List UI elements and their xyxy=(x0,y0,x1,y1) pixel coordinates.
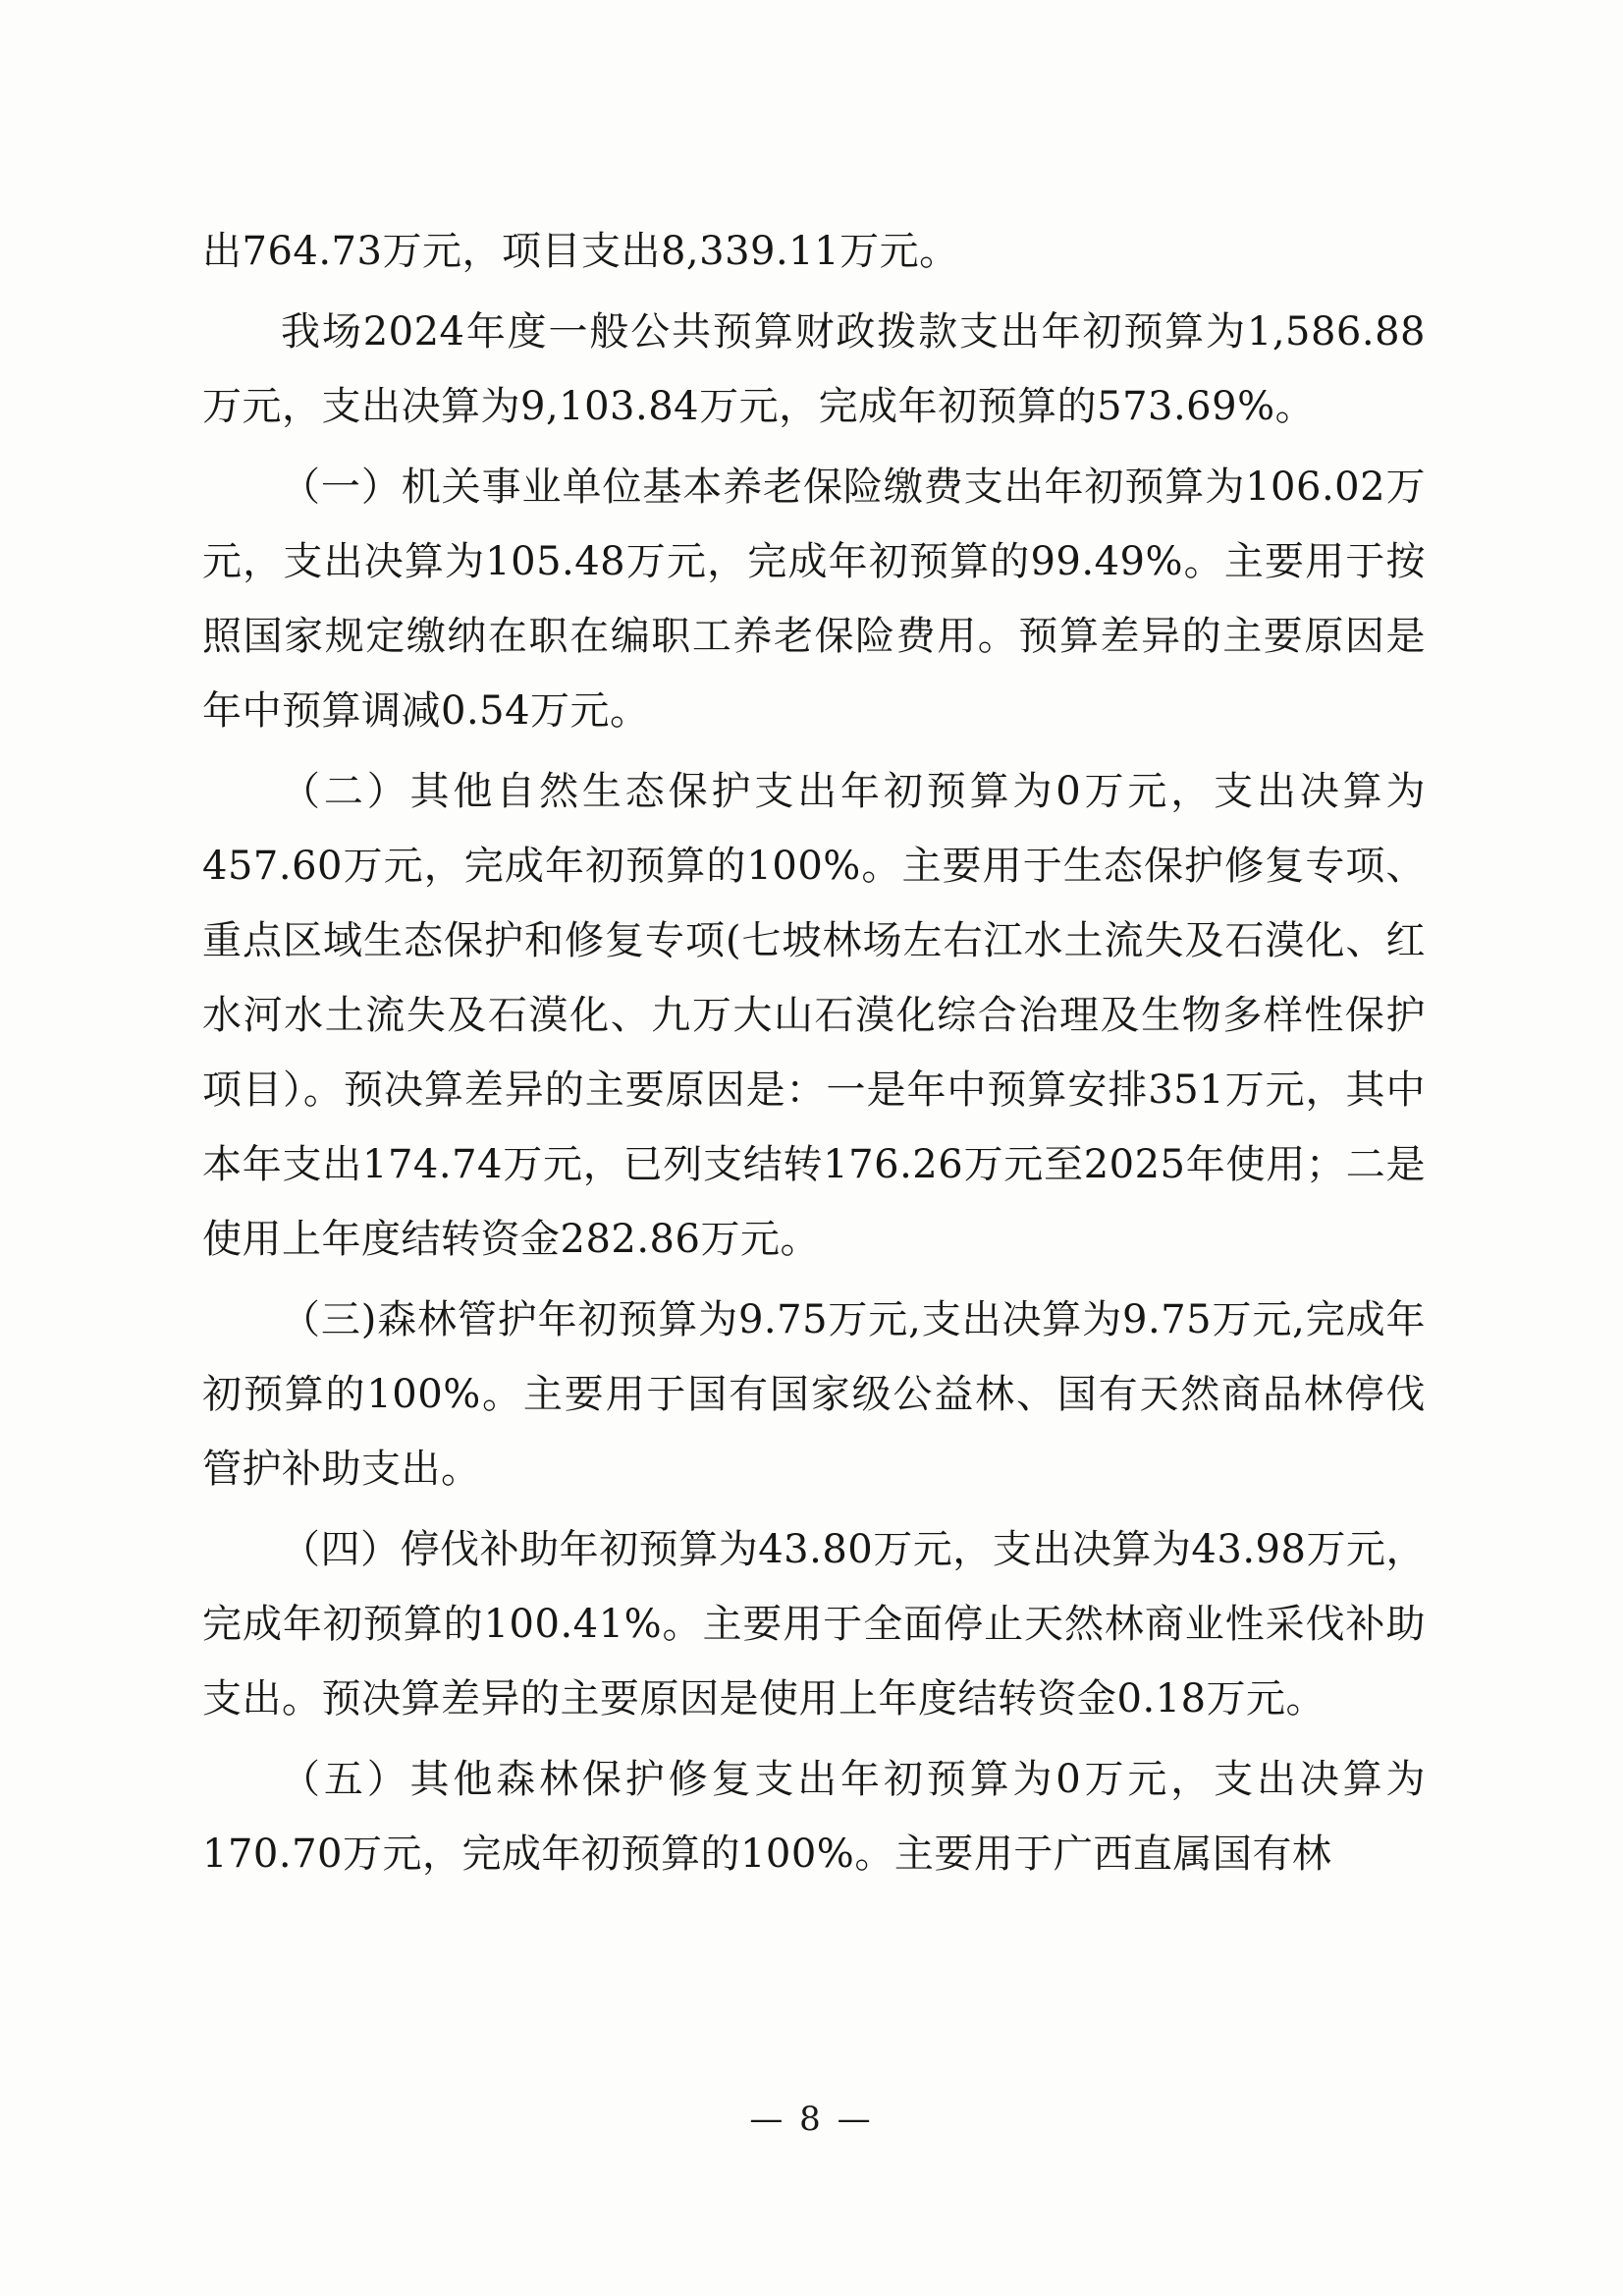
paragraph-item-4-logging-suspension-subsidy: （四）停伐补助年初预算为43.80万元，支出决算为43.98万元，完成年初预算的100.41%。主要用于全面停止天然林商业性采伐补助支出。预决算差异的主要原因是使用上年度结转资金0.18万元。 xyxy=(202,1527,1426,1722)
paragraph-general-public-budget: 我场2024年度一般公共预算财政拨款支出年初预算为1,586.88万元，支出决算为9,103.84万元，完成年初预算的573.69%。 xyxy=(202,309,1426,429)
paragraph-item-5-other-forest-protection: （五）其他森林保护修复支出年初预算为0万元，支出决算为170.70万元，完成年初预算的100%。主要用于广西直属国有林 xyxy=(202,1757,1426,1877)
paragraph-item-3-forest-management: （三)森林管护年初预算为9.75万元,支出决算为9.75万元,完成年初预算的100%。主要用于国有国家级公益林、国有天然商品林停伐管护补助支出。 xyxy=(202,1297,1426,1492)
page-number: — 8 — xyxy=(749,2100,874,2139)
paragraph-continued-expenditure: 出764.73万元，项目支出8,339.11万元。 xyxy=(202,229,959,274)
page-body xyxy=(202,214,1426,1897)
paragraph-item-1-pension-insurance: （一）机关事业单位基本养老保险缴费支出年初预算为106.02万元，支出决算为105.48万元，完成年初预算的99.49%。主要用于按照国家规定缴纳在职在编职工养老保险费用。预算差异的主要原因是年中预算调减0.54万元。 xyxy=(202,465,1426,734)
paragraph-item-2-other-ecological-protection: （二）其他自然生态保护支出年初预算为0万元，支出决算为457.60万元，完成年初预算的100%。主要用于生态保护修复专项、重点区域生态保护和修复专项(七坡林场左右江水土流失及石漠化、红水河水土流失及石漠化、九万大山石漠化综合治理及生物多样性保护项目）。预决算差异的主要原因是：一是年中预算安排351万元，其中本年支出174.74万元，已列支结转176.26万元至2025年使用；二是使用上年度结转资金282.86万元。 xyxy=(202,769,1426,1262)
